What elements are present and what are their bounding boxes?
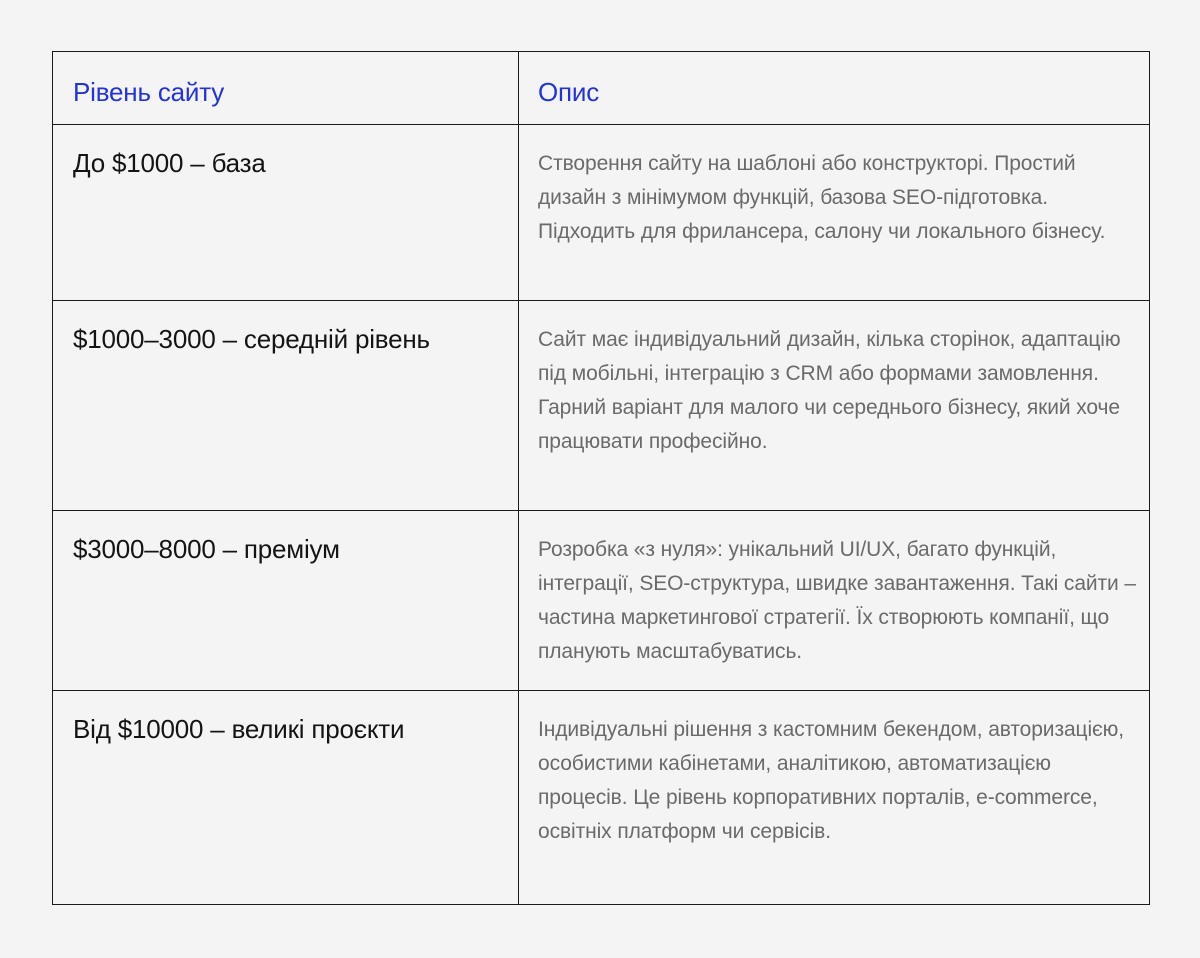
row-level: Від $10000 – великі проєкти: [53, 691, 519, 905]
row-description: Сайт має індивідуальний дизайн, кілька сторінок, адаптацію під мобільні, інтеграцію з CRM або формами замовлення. Гарний варіант для малого чи середнього бізнесу, який хоче працювати професійно.: [519, 301, 1150, 511]
table-row: [53, 301, 1150, 511]
row-level: $3000–8000 – преміум: [53, 511, 519, 691]
table-row: [53, 511, 1150, 691]
pricing-table: [52, 51, 1150, 905]
header-level: Рівень сайту: [53, 52, 519, 125]
row-level: До $1000 – база: [53, 125, 519, 301]
header-description: Опис: [519, 52, 1150, 125]
table-header-row: [53, 52, 1150, 125]
row-level: $1000–3000 – середній рівень: [53, 301, 519, 511]
row-description: Створення сайту на шаблоні або конструкторі. Простий дизайн з мінімумом функцій, базова SEO-підготовка. Підходить для фрилансера, салону чи локального бізнесу.: [519, 125, 1150, 301]
row-description: Індивідуальні рішення з кастомним бекендом, авторизацією, особистими кабінетами, аналітикою, автоматизацією процесів. Це рівень корпоративних порталів, e-commerce, освітніх платформ чи сервісів.: [519, 691, 1150, 905]
table-row: [53, 125, 1150, 301]
table-row: [53, 691, 1150, 905]
row-description: Розробка «з нуля»: унікальний UI/UX, багато функцій, інтеграції, SEO-структура, швидке завантаження. Такі сайти – частина маркетингової стратегії. Їх створюють компанії, що планують масштабуватись.: [519, 511, 1150, 691]
